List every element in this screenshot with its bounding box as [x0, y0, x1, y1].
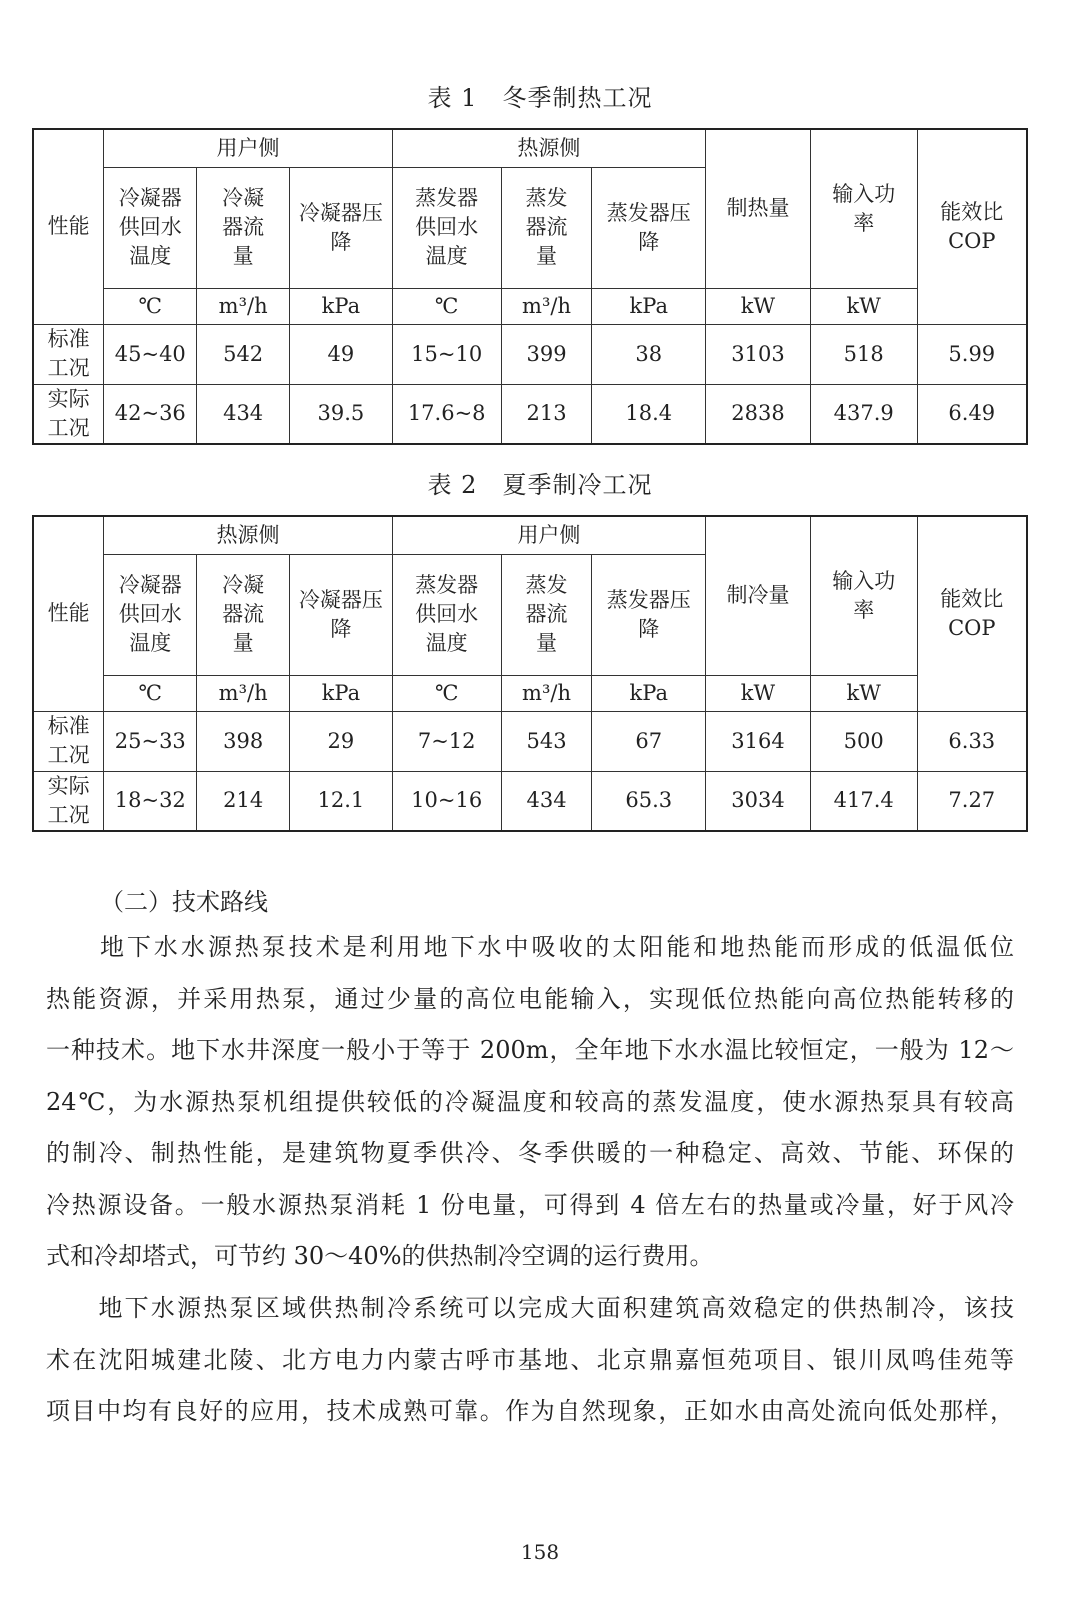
data-cell: 542: [197, 324, 290, 384]
data-cell: 6.33: [917, 711, 1027, 771]
table-row: [33, 384, 1027, 444]
column-header: 蒸发器压降: [592, 167, 706, 288]
row-label: 标准工况: [33, 711, 104, 771]
data-cell: 3164: [706, 711, 811, 771]
group-header-b: 热源侧: [392, 129, 705, 167]
row-label: 实际工况: [33, 384, 104, 444]
text-line: 的制冷、制热性能，是建筑物夏季供冷、冬季供暖的一种稳定、高效、节能、环保的: [46, 1139, 1014, 1167]
column-header: 冷凝器压降: [290, 554, 393, 675]
data-cell: 518: [810, 324, 917, 384]
unit-row: [33, 288, 1027, 324]
unit-cell: m³/h: [197, 288, 290, 324]
data-cell: 39.5: [290, 384, 393, 444]
unit-cell: m³/h: [501, 288, 592, 324]
data-cell: 398: [197, 711, 290, 771]
column-header: 蒸发器压降: [592, 554, 706, 675]
text-line: 术在沈阳城建北陵、北方电力内蒙古呼市基地、北京鼎嘉恒苑项目、银川凤鸣佳苑等: [46, 1345, 1014, 1374]
data-cell: 3103: [706, 324, 811, 384]
group-header-b: 用户侧: [392, 516, 705, 554]
unit-row: [33, 675, 1027, 711]
data-cell: 7~12: [392, 711, 501, 771]
data-cell: 214: [197, 771, 290, 831]
group-header-row: [33, 516, 1027, 554]
column-header-cop: 能效比COP: [917, 516, 1027, 711]
unit-cell: kW: [706, 288, 811, 324]
data-cell: 543: [501, 711, 592, 771]
text-line: 一种技术。地下水井深度一般小于等于 200m，全年地下水水温比较恒定，一般为 12～: [46, 1036, 1014, 1064]
column-header: 冷凝器流量: [197, 554, 290, 675]
group-header-a: 热源侧: [104, 516, 392, 554]
data-cell: 67: [592, 711, 706, 771]
text-line: 式和冷却塔式，可节约 30～40%的供热制冷空调的运行费用。: [46, 1242, 714, 1270]
unit-cell: ℃: [392, 675, 501, 711]
data-cell: 6.49: [917, 384, 1027, 444]
row-label: 实际工况: [33, 771, 104, 831]
text-line: 地下水水源热泵技术是利用地下水中吸收的太阳能和地热能而形成的低温低位: [46, 933, 1014, 961]
data-cell: 7.27: [917, 771, 1027, 831]
unit-cell: kPa: [290, 288, 393, 324]
row-label: 标准工况: [33, 324, 104, 384]
column-header: 冷凝器压降: [290, 167, 393, 288]
column-header: 蒸发器供回水温度: [392, 167, 501, 288]
data-cell: 3034: [706, 771, 811, 831]
unit-cell: kPa: [592, 675, 706, 711]
data-cell: 437.9: [810, 384, 917, 444]
table1-caption: 表 1 冬季制热工况: [427, 84, 653, 112]
column-header: 蒸发器流量: [501, 554, 592, 675]
table-row: [33, 324, 1027, 384]
paragraph-2: [46, 1283, 1014, 1438]
unit-cell: m³/h: [197, 675, 290, 711]
column-header: 冷凝器流量: [197, 167, 290, 288]
data-cell: 18~32: [104, 771, 197, 831]
row-header-cell: 性能: [33, 129, 104, 324]
data-cell: 500: [810, 711, 917, 771]
data-cell: 49: [290, 324, 393, 384]
section-heading: （二）技术路线: [100, 888, 268, 916]
unit-cell: ℃: [392, 288, 501, 324]
unit-cell: kW: [706, 675, 811, 711]
winter-heating-table: [32, 128, 1028, 445]
column-header: 冷凝器供回水温度: [104, 554, 197, 675]
data-cell: 25~33: [104, 711, 197, 771]
summer-cooling-table: [32, 515, 1028, 832]
text-line: 地下水源热泵区域供热制冷系统可以完成大面积建筑高效稳定的供热制冷，该技: [46, 1294, 1014, 1322]
text-line: 项目中均有良好的应用，技术成熟可靠。作为自然现象，正如水由高处流向低处那样，: [46, 1397, 1014, 1425]
table2-caption: 表 2 夏季制冷工况: [427, 471, 653, 499]
unit-cell: kW: [810, 675, 917, 711]
column-header: 蒸发器供回水温度: [392, 554, 501, 675]
data-cell: 18.4: [592, 384, 706, 444]
group-header-row: [33, 129, 1027, 167]
data-cell: 29: [290, 711, 393, 771]
row-header-cell: 性能: [33, 516, 104, 711]
data-cell: 10~16: [392, 771, 501, 831]
table-row: [33, 711, 1027, 771]
data-cell: 417.4: [810, 771, 917, 831]
data-cell: 434: [197, 384, 290, 444]
column-header: 制冷量: [706, 516, 811, 675]
column-header: 制热量: [706, 129, 811, 288]
page-number: 158: [520, 1540, 560, 1564]
column-header: 蒸发器流量: [501, 167, 592, 288]
paragraph-1: [46, 922, 1014, 1283]
column-header: 输入功率: [810, 516, 917, 675]
column-header: 冷凝器供回水温度: [104, 167, 197, 288]
table-row: [33, 771, 1027, 831]
text-line: 24℃，为水源热泵机组提供较低的冷凝温度和较高的蒸发温度，使水源热泵具有较高: [46, 1087, 1014, 1116]
data-cell: 213: [501, 384, 592, 444]
data-cell: 45~40: [104, 324, 197, 384]
data-cell: 5.99: [917, 324, 1027, 384]
unit-cell: ℃: [104, 675, 197, 711]
data-cell: 38: [592, 324, 706, 384]
data-cell: 15~10: [392, 324, 501, 384]
column-header: 输入功率: [810, 129, 917, 288]
data-cell: 65.3: [592, 771, 706, 831]
text-line: 冷热源设备。一般水源热泵消耗 1 份电量，可得到 4 倍左右的热量或冷量，好于风冷: [46, 1190, 1014, 1219]
unit-cell: kPa: [592, 288, 706, 324]
text-line: 热能资源，并采用热泵，通过少量的高位电能输入，实现低位热能向高位热能转移的: [46, 984, 1014, 1013]
unit-cell: ℃: [104, 288, 197, 324]
data-cell: 42~36: [104, 384, 197, 444]
unit-cell: m³/h: [501, 675, 592, 711]
group-header-a: 用户侧: [104, 129, 392, 167]
column-header-cop: 能效比COP: [917, 129, 1027, 324]
data-cell: 434: [501, 771, 592, 831]
data-cell: 12.1: [290, 771, 393, 831]
unit-cell: kW: [810, 288, 917, 324]
data-cell: 17.6~8: [392, 384, 501, 444]
unit-cell: kPa: [290, 675, 393, 711]
data-cell: 399: [501, 324, 592, 384]
data-cell: 2838: [706, 384, 811, 444]
